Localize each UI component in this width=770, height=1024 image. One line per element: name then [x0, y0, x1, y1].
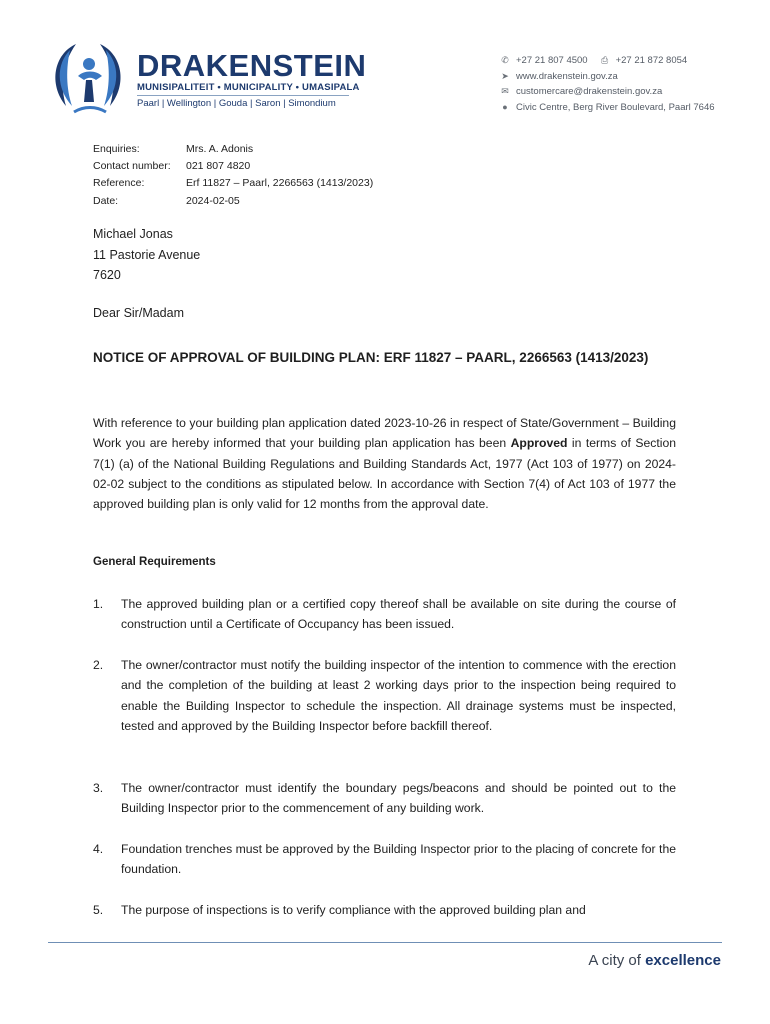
- recipient-address: [93, 224, 200, 286]
- letter-title: NOTICE OF APPROVAL OF BUILDING PLAN: ERF 11827 – PAARL, 2266563 (1413/2023): [93, 350, 649, 365]
- tagline-prefix: A city of: [588, 952, 646, 969]
- brand-name: DRAKENSTEIN: [137, 48, 367, 83]
- website-row: [500, 69, 715, 85]
- list-item: [93, 594, 676, 635]
- phone-number: +27 21 807 4500: [516, 55, 588, 67]
- list-item: [93, 778, 676, 819]
- list-item-number: 3.: [93, 781, 104, 795]
- recipient-street: 11 Pastorie Avenue: [93, 247, 201, 262]
- recipient-postcode: 7620: [93, 268, 121, 282]
- contact-block: [500, 53, 715, 115]
- reference-block: [93, 140, 373, 209]
- email-row: [500, 84, 715, 100]
- list-item-number: 5.: [93, 903, 104, 917]
- phone-icon: ✆: [501, 55, 509, 66]
- list-item-number: 1.: [93, 597, 104, 611]
- cursor-icon: ➤: [501, 70, 509, 81]
- list-item-text: The owner/contractor must notify the building inspector of the intention to commence with the erection and the completion of the building at least 2 working days prior to the inspection being required to enable the Building Inspector to schedule the inspection. All drainage systems must be inspected, tested and approved by the Building Inspector before backfill thereof.: [121, 658, 676, 733]
- phone-row: [500, 53, 715, 69]
- list-item: [93, 839, 676, 880]
- enquiries-value: Mrs. A. Adonis: [186, 142, 254, 155]
- tagline-emphasis: excellence: [645, 952, 721, 969]
- intro-text-part1: With reference to your building plan application dated 2023-10-26 in respect of State/Government – Building Work you are hereby informed that your building plan application has been: [93, 416, 676, 451]
- municipality-logo-icon: [46, 40, 130, 116]
- date-label: Date:: [93, 194, 119, 207]
- brand-subtitle: MUNISIPALITEIT • MUNICIPALITY • UMASIPALA: [137, 82, 360, 93]
- reference-value: Erf 11827 – Paarl, 2266563 (1413/2023): [186, 177, 374, 190]
- intro-text-part2: in terms of Section 7(1) (a) of the National Building Regulations and Building Standards Act, 1977 (Act 103 of 1977) on 2024-02-02 subject to the conditions as stipulated below. In accordance with Section 7(4) of Act 103 of 1977 the approved building plan is only valid for 12 months from the approval date.: [93, 436, 676, 512]
- brand-divider: [137, 95, 349, 96]
- brand-block: [137, 50, 366, 109]
- email-link[interactable]: customercare@drakenstein.gov.za: [516, 86, 663, 98]
- footer-divider: [48, 942, 722, 943]
- list-item-number: 2.: [93, 658, 104, 672]
- fax-icon: ⎙: [600, 55, 609, 66]
- brand-towns: Paarl | Wellington | Gouda | Saron | Simondium: [137, 98, 336, 109]
- office-address: Civic Centre, Berg River Boulevard, Paarl 7646: [516, 101, 715, 113]
- fax-number: +27 21 872 8054: [615, 55, 688, 67]
- intro-paragraph: [93, 413, 676, 514]
- reference-label: Reference:: [93, 177, 145, 190]
- website-link[interactable]: www.drakenstein.gov.za: [516, 70, 618, 82]
- list-item-number: 4.: [93, 842, 104, 856]
- recipient-name: Michael Jonas: [93, 227, 173, 241]
- contact-value: 021 807 4820: [186, 159, 251, 172]
- list-item: [93, 900, 676, 920]
- location-pin-icon: ●: [502, 102, 508, 113]
- list-item-text: The purpose of inspections is to verify compliance with the approved building plan and: [121, 903, 586, 917]
- enquiries-label: Enquiries:: [93, 142, 140, 155]
- salutation: Dear Sir/Madam: [93, 306, 184, 320]
- date-value: 2024-02-05: [186, 194, 240, 207]
- contact-label: Contact number:: [93, 159, 171, 172]
- footer-tagline: [588, 952, 721, 969]
- approved-status: Approved: [510, 436, 568, 451]
- list-item-text: Foundation trenches must be approved by the Building Inspector prior to the placing of concrete for the foundation.: [121, 842, 676, 877]
- list-item-text: The owner/contractor must identify the boundary pegs/beacons and should be pointed out to the Building Inspector prior to the commencement of any building work.: [121, 781, 676, 816]
- address-row: [500, 100, 715, 116]
- envelope-icon: ✉: [501, 86, 509, 97]
- general-requirements-heading: General Requirements: [93, 556, 216, 568]
- list-item-text: The approved building plan or a certified copy thereof shall be available on site during the course of construction until a Certificate of Occupancy has been issued.: [121, 597, 676, 632]
- list-item: [93, 655, 676, 736]
